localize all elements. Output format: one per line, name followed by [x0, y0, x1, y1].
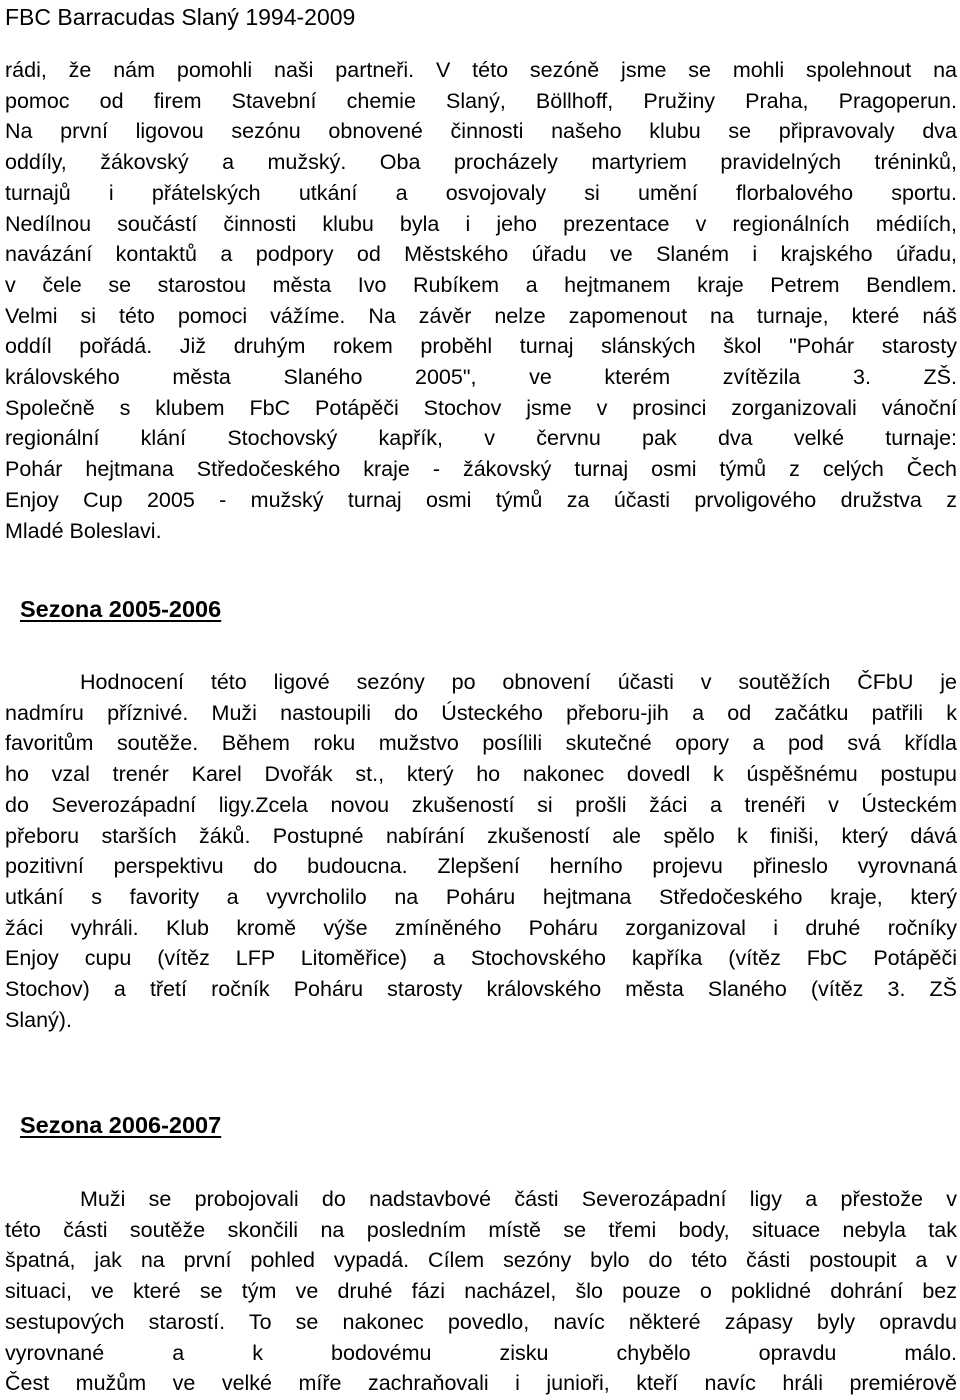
season-2005-2006-line: přeboru starších žáků. Postupné nabírání zkušeností ale spělo k finiši, který dává	[5, 823, 957, 848]
season-2005-2006-line: Hodnocení této ligové sezóny po obnovení účasti v soutěžích ČFbU je	[80, 670, 957, 694]
season-2006-2007-line: špatná, jak na první pohled vypadá. Cílem sezóny bylo do této části postoupit a v	[5, 1248, 957, 1273]
season-2005-2006-line: Stochov) a třetí ročník Poháru starosty královského města Slaného (vítěz 3. ZŠ	[5, 977, 957, 1002]
season-2005-2006-line: utkání s favority a vyvrcholilo na Poháru hejtmana Středočeského kraje, který	[5, 884, 957, 909]
season-2005-2006-line: favoritům soutěže. Během roku mužstvo posílili skutečné opory a pod svá křídla	[5, 731, 957, 756]
intro-line: Mladé Boleslavi.	[5, 518, 162, 543]
season-2006-2007-line: vyrovnané a k bodovému zisku chybělo opravdu málo.	[5, 1340, 957, 1365]
intro-line: Na první ligovou sezónu obnovené činnosti našeho klubu se připravovaly dva	[5, 119, 957, 144]
intro-line: Velmi si této pomoci vážíme. Na závěr nelze zapomenout na turnaje, které náš	[5, 303, 957, 328]
season-2006-2007-paragraph	[5, 1184, 957, 1399]
intro-line: Nedílnou součástí činnosti klubu byla i jeho prezentace v regionálních médiích,	[5, 211, 957, 236]
intro-line: navázání kontaktů a podpory od Městského úřadu ve Slaném i krajského úřadu,	[5, 242, 957, 267]
intro-paragraph	[5, 55, 957, 546]
season-2005-2006-line: Slaný).	[5, 1007, 72, 1032]
season-2005-2006-paragraph	[5, 667, 957, 1035]
season-2005-2006-line: pozitivní perspektivu do budoucna. Zlepšení herního projevu přineslo vyrovnaná	[5, 854, 957, 879]
season-2005-2006-line: Enjoy cupu (vítěz LFP Litoměřice) a Stochovského kapříka (vítěz FbC Potápěči	[5, 946, 957, 971]
season-2006-2007-line: Muži se probojovali do nadstavbové části Severozápadní ligy a přestože v	[80, 1187, 957, 1211]
season-2005-2006-line: ho vzal trenér Karel Dvořák st., který ho nakonec dovedl k úspěšnému postupu	[5, 762, 957, 787]
season-2006-2007-line: Čest mužům ve velké míře zachraňovali i junioři, kteří navíc hráli premiérově	[5, 1371, 957, 1396]
intro-line: královského města Slaného 2005", ve kterém zvítězila 3. ZŠ.	[5, 365, 957, 390]
intro-line: oddíl pořádá. Již druhým rokem proběhl turnaj slánských škol "Pohár starosty	[5, 334, 957, 359]
intro-line: Enjoy Cup 2005 - mužský turnaj osmi týmů za účasti prvoligového družstva z	[5, 487, 957, 512]
season-2006-2007-line: situaci, ve které se tým ve druhé fázi nacházel, šlo pouze o poklidné dohrání bez	[5, 1279, 957, 1304]
intro-line: pomoc od firem Stavební chemie Slaný, Böllhoff, Pružiny Praha, Pragoperun.	[5, 88, 957, 113]
season-2005-2006-line: žáci vyhráli. Klub kromě výše zmíněného Poháru zorganizoval i druhé ročníky	[5, 915, 957, 940]
intro-line: Pohár hejtmana Středočeského kraje - žákovský turnaj osmi týmů z celých Čech	[5, 457, 957, 482]
intro-line: rádi, že nám pomohli naši partneři. V této sezóně jsme se mohli spolehnout na	[5, 58, 957, 82]
section-heading-2006-2007: Sezona 2006-2007	[20, 1112, 222, 1138]
season-2005-2006-line: do Severozápadní ligy.Zcela novou zkušeností si prošli žáci a trenéři v Ústeckém	[5, 792, 957, 817]
intro-line: Společně s klubem FbC Potápěči Stochov jsme v prosinci zorganizovali vánoční	[5, 395, 957, 420]
section-heading-2005-2006: Sezona 2005-2006	[20, 596, 222, 622]
season-2006-2007-line: sestupových starostí. To se nakonec povedlo, navíc některé zápasy byly opravdu	[5, 1309, 957, 1334]
intro-line: turnajů i přátelských utkání a osvojovaly si umění florbalového sportu.	[5, 180, 957, 205]
document-title: FBC Barracudas Slaný 1994-2009	[5, 4, 356, 30]
season-2005-2006-line: nadmíru příznivé. Muži nastoupili do Ústeckého přeboru-jih a od začátku patřili k	[5, 700, 957, 725]
intro-line: v čele se starostou města Ivo Rubíkem a hejtmanem kraje Petrem Bendlem.	[5, 272, 957, 297]
season-2006-2007-line: této části soutěže skončili na posledním místě se třemi body, situace nebyla tak	[5, 1217, 957, 1242]
intro-line: oddíly, žákovský a mužský. Oba procházely martyriem pravidelných tréninků,	[5, 150, 957, 175]
intro-line: regionální klání Stochovský kapřík, v červnu pak dva velké turnaje:	[5, 426, 957, 451]
